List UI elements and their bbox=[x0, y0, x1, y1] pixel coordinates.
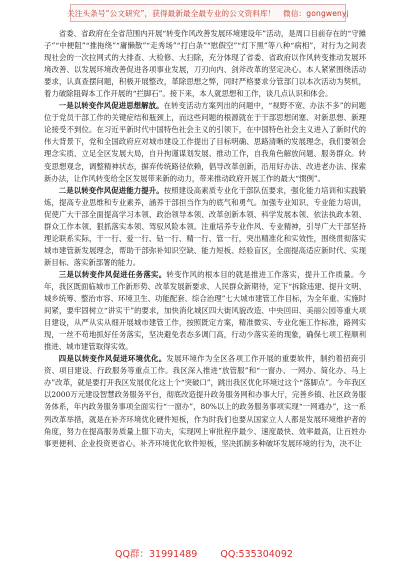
paragraph-2-heading: 二是以转变作风促进能力提升。 bbox=[58, 185, 164, 195]
paragraph-2: 二是以转变作风促进能力提升。按照建设高素质专业化干部队伍要求，强化能力培训和实践锻炼，提高专业思维和专业素养，涵养干部担当作为的底气和勇气。加强专业知识、专业能力培训，促使广大干部全面提高学习本领、政治领导本领、改革创新本领、科学发展本领、依法执政本领、群众工作本领、狠抓落实本领、驾驭风险本领。注重培养专业作风、专业精神，引导广大干部坚持理论联系实际，干一行、爱一行、钻一行、精一行、管一行，突出精准化和实效性，围绕贯彻落实城市建管新发展理念，帮助干部弥补知识空缺、能力短板、经验盲区，全面提高适应新时代、实现新目标、落实新部署的能力。 bbox=[44, 185, 366, 267]
footer-qq: QQ:535304092 bbox=[220, 549, 293, 560]
banner-text: 关注头条号“公文研究”，获得最新最全最专业的公文资料库！ 微信：gongwenyj bbox=[67, 8, 349, 18]
footer-contact bbox=[0, 546, 408, 560]
paragraph-1: 一是以转变作风促进思想解放。在转变活动方案列出的问题中，“视野不宽、办法不多”的问题位于党员干部工作的关键症结和瓶颈上，而这些问题的根源就在于干部思想闭塞、对新思想、新理论接受不到位。在习近平新时代中国特色社会主义的引领下，在中国特色社会主义进入了新时代的伟大背景下，党和全国政府应对城市建设工作提出了目标明确、思路清晰的发展理念，我们要领会理念实质、立足全区发展大局，自升拘谨谋划发展、推动工作，自我角色解放问题、服务群众。转变思想观念，调整精神状态，摒弃传统路径依赖，倡导改革创新，沿用好办法、改进老办法、探索新办法，让作风转变给全区发展带来新的动力，带来推动政府开展工作的最大“惯例”。 bbox=[44, 101, 366, 183]
paragraph-3-heading: 三是以转变作风促进任务落实。 bbox=[58, 269, 167, 279]
header-banner bbox=[67, 4, 349, 22]
paragraph-1-heading: 一是以转变作风促进思想解放。 bbox=[58, 101, 164, 111]
document-body bbox=[44, 28, 366, 450]
paragraph-3: 三是以转变作风促进任务落实。转变作风的根本目的就是推进工作落实，提升工作质量。今年，我区既面临城市工作新形势、改革发展新要求、人民群众新期待，定下“拆除违建、提升文明、城乡统筹、整治市容、环境卫生、功能配套、综合治理”七大城市建管工作目标，为全年重、实施时间紧，要牢固树立“讲实干”的要求，加快消化城区四大街风貌改造、中央回田、美丽公园等重大项目建设，从严从实从细开展城市建管工作，按照既定方案，精准微实、专业化施工作标准，路网实现，一丝不苟地抓好任务落实，坚决避免表态多调门高，行动少落实差的现象，确保七项工程顺利推进、城市建管取得实效。 bbox=[44, 269, 366, 352]
paragraph-intro: 省委、省政府在全省范围内开展“转变作风改善发展环境建设年”活动，是周口目前存在的“守摊子”“中梗阻”“推拖绕”“庸懒散”“走秀场”“打白条”“慰假空”“灯下黑”等八种“病相”，对行为之间表现社会的一次拉网式的大排查、大检修、大扫除，充分体现了省委、省政府以作风转变推动发展环境改善、以发展环境改善促进各项事业发展，刀刃向内、剑斧改革的坚定决心。本人紧紧围绕活动要求，认真查摆问题，积极开展整改，革除思想之弊，同时严格要求分管部门以本次活动为契机，着力破除阻碍本工作开展的“拦脚石”。接下来，本人就思想和工作，谈几点认识和体会。 bbox=[44, 29, 366, 99]
footer-qq-group: QQ群：31991489 bbox=[115, 549, 198, 560]
paragraph-4-heading: 四是以转变作风促进环境优化。 bbox=[58, 354, 167, 364]
paragraph-4: 四是以转变作风促进环境优化。发展环境作为全区各项工作开展的重要软件，制约着招商引资、项目建设、行政服务等重点工作。我区深入推进“放管服”和“一窗办、一网办、简化办、马上办”改革，就是要打开我区发展优化这上个“突破口”，跳出我区优化环境过这个“落脚点”。今年我区以2000万元建设智慧政务服务平台，彻底改造提升政务服务网和办事大厅，完善乡镇、社区政务服务体系，年内政务服务事项全面实行“一窗办”，80%以上的政务服务事项实现“一网通办”，这一系列改革举措，就是在补齐环境优化硬件短板，作为时我们也要从国家立人人都是发展环境维护者的角度，努力在提高服务质量上服下功夫，实现网上审批程序最少、速度最快、效率最高，让百姓办事更便利、企业投资更省心。补齐环境优化软件短板，坚决抓制多种破坏发展环境的行为，决不让 bbox=[44, 354, 366, 448]
